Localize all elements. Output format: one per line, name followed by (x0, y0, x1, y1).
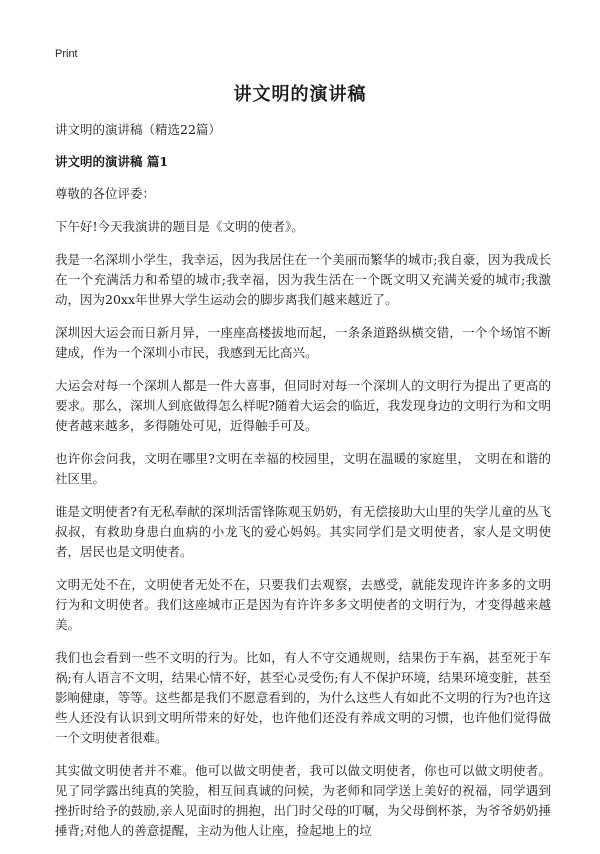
paragraph: 也许你会问我，文明在哪里?文明在幸福的校园里，文明在温暖的家庭里， 文明在和谐的社区里。 (55, 451, 551, 486)
document-subtitle: 讲文明的演讲稿（精选22篇） (55, 122, 221, 137)
paragraph: 我们也会看到一些不文明的行为。比如，有人不守交通规则，结果伤于车祸，甚至死于车祸;有人语言不文明，结果心情不好，甚至心灵受伤;有人不保护环境，结果环境变脏，甚至影响健康，等等。这些都是我们不愿意看到的，为什么这些人有如此不文明的行为?也许这些人还没有认识到文明所带来的好处，也许他们还没有养成文明的习惯，也许他们觉得做一个文明使者很难。 (55, 650, 551, 745)
paragraph: 文明无处不在，文明使者无处不在，只要我们去观察，去感受，就能发现许许多多的文明行为和文明使者。我们这座城市正是因为有许许多多文明使者的文明行为，才变得越来越美。 (55, 577, 551, 632)
document-title: 讲文明的演讲稿 (233, 84, 367, 105)
paragraph: 谁是文明使者?有无私奉献的深圳活雷锋陈观玉奶奶，有无偿接助大山里的失学儿童的丛飞叔叔，有救助身患白血病的小龙飞的爱心妈妈。其实同学们是文明使者，家人是文明使者，居民也是文明使者。 (55, 504, 551, 559)
paragraph-salutation: 尊敬的各位评委： (55, 186, 156, 201)
paragraph: 大运会对每一个深圳人都是一件大喜事，但同时对每一个深圳人的文明行为提出了更高的要求。那么，深圳人到底做得怎么样呢?随着大运会的临近，我发现身边的文明行为和文明使者越来越多，多得随处可见，近得触手可及。 (55, 378, 551, 433)
paragraph: 其实做文明使者并不难。他可以做文明使者，我可以做文明使者，你也可以做文明使者。见了同学露出纯真的笑脸，相互间真诚的问候，为老师和同学送上美好的祝福，同学遇到挫折时给予的鼓励,亲人见面时的拥抱，出门时父母的叮嘱，为父母倒杯茶，为爷爷奶奶捶捶背;对他人的善意提醒，主动为他人让座，捡起地上的垃 (55, 763, 551, 838)
print-link[interactable]: Print (55, 48, 78, 60)
paragraph-greeting: 下午好!今天我演讲的题目是《文明的使者》。 (55, 219, 304, 234)
document-body (55, 120, 551, 854)
section-heading: 讲文明的演讲稿 篇1 (55, 154, 169, 169)
paragraph: 我是一名深圳小学生，我幸运，因为我居住在一个美丽而繁华的城市;我自豪，因为我成长在一个充满活力和希望的城市;我幸福，因为我生活在一个既文明又充满关爱的城市;我激动，因为20xx年世界大学生运动会的脚步离我们越来越近了。 (55, 252, 551, 307)
paragraph: 深圳因大运会而日新月异，一座座高楼拔地而起，一条条道路纵横交错，一个个场馆不断建成，作为一个深圳小市民，我感到无比高兴。 (55, 325, 551, 360)
